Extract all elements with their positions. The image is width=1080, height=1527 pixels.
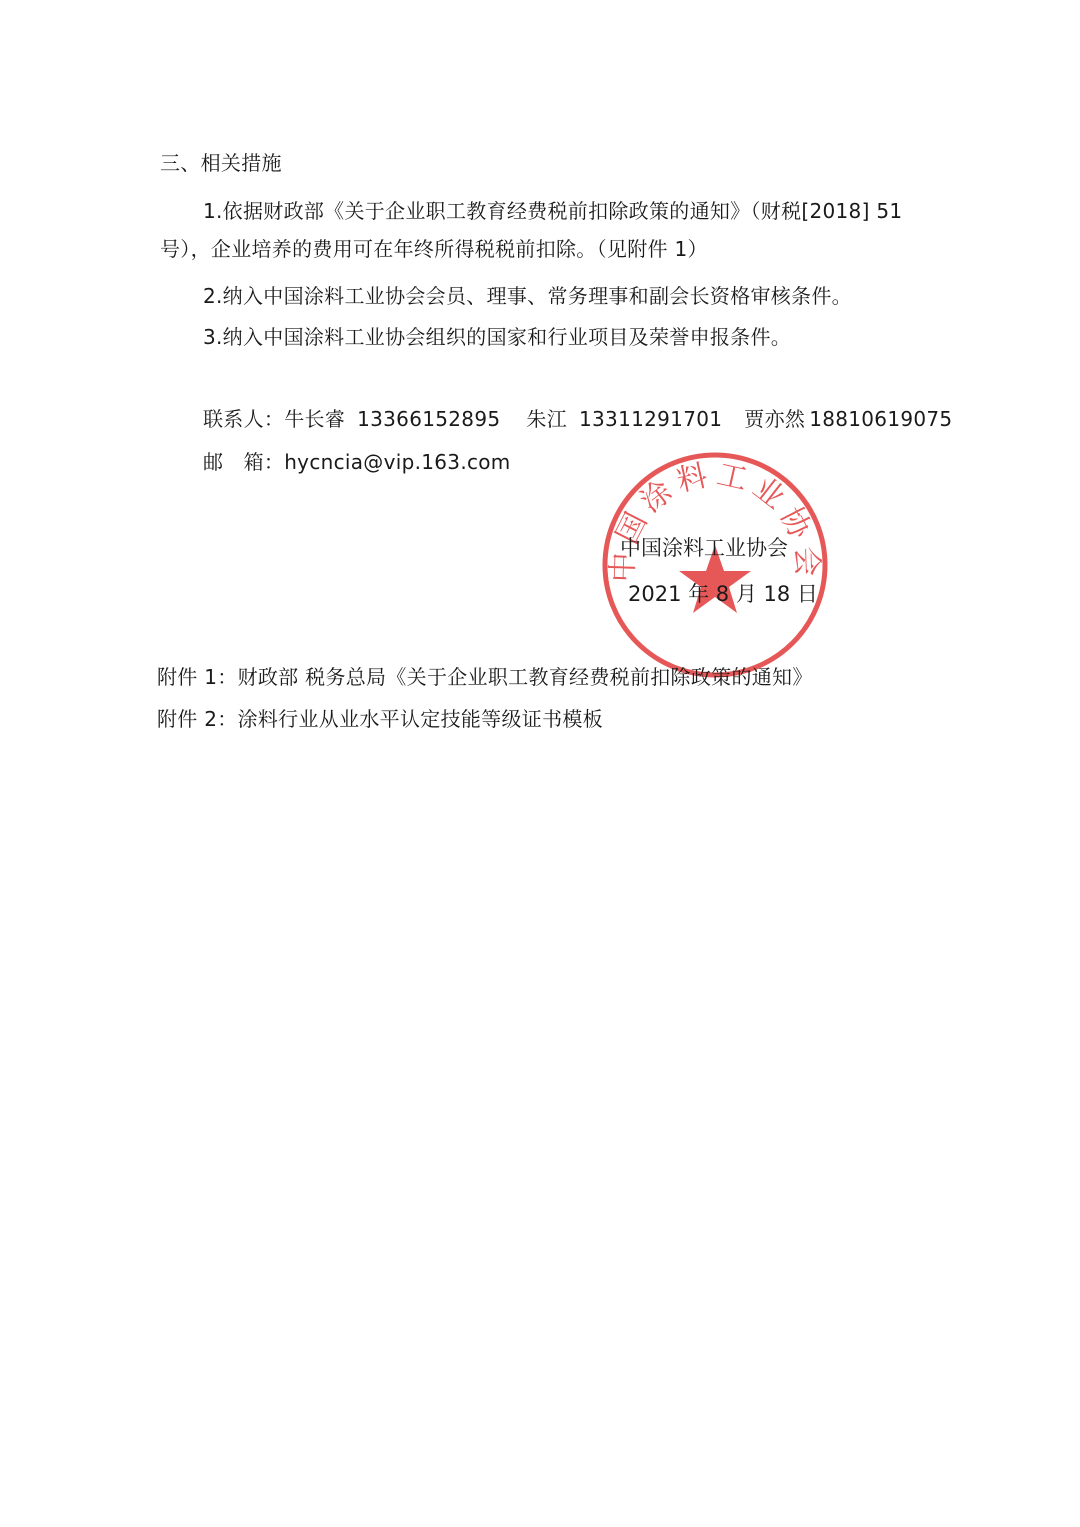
- attachment-2: 附件 2：涂料行业从业水平认定技能等级证书模板: [157, 707, 603, 731]
- svg-text:中国涂料工业协会: 中国涂料工业协会: [605, 456, 825, 583]
- measure-item-1: 1.依据财政部《关于企业职工教育经费税前扣除政策的通知》（财税[2018] 51: [203, 199, 903, 223]
- signature-org: 中国涂料工业协会: [620, 536, 788, 560]
- section-heading: 三、相关措施: [160, 151, 282, 175]
- measure-item-1-cont: 号），企业培养的费用可在年终所得税税前扣除。（见附件 1）: [160, 237, 708, 261]
- contact-phone-3: 18810619075: [809, 407, 953, 431]
- email-address: hycncia@vip.163.com: [284, 450, 511, 474]
- contact-name-1: 牛长睿: [284, 407, 346, 431]
- signature-date: 2021 年 8 月 18 日: [628, 582, 818, 606]
- official-seal: [600, 450, 830, 680]
- contact-line: [203, 406, 952, 432]
- contact-name-3: 贾亦然: [744, 407, 806, 431]
- measure-item-3: 3.纳入中国涂料工业协会组织的国家和行业项目及荣誉申报条件。: [203, 325, 792, 349]
- contact-label: 联系人：: [203, 407, 285, 431]
- email-label: 邮 箱：: [203, 450, 285, 474]
- contact-phone-1: 13366152895: [357, 407, 501, 431]
- email-line: [203, 449, 511, 475]
- contact-name-2: 朱江: [526, 407, 567, 431]
- measure-item-2: 2.纳入中国涂料工业协会会员、理事、常务理事和副会长资格审核条件。: [203, 284, 852, 308]
- attachment-1: 附件 1：财政部 税务总局《关于企业职工教育经费税前扣除政策的通知》: [157, 665, 813, 689]
- contact-phone-2: 13311291701: [579, 407, 723, 431]
